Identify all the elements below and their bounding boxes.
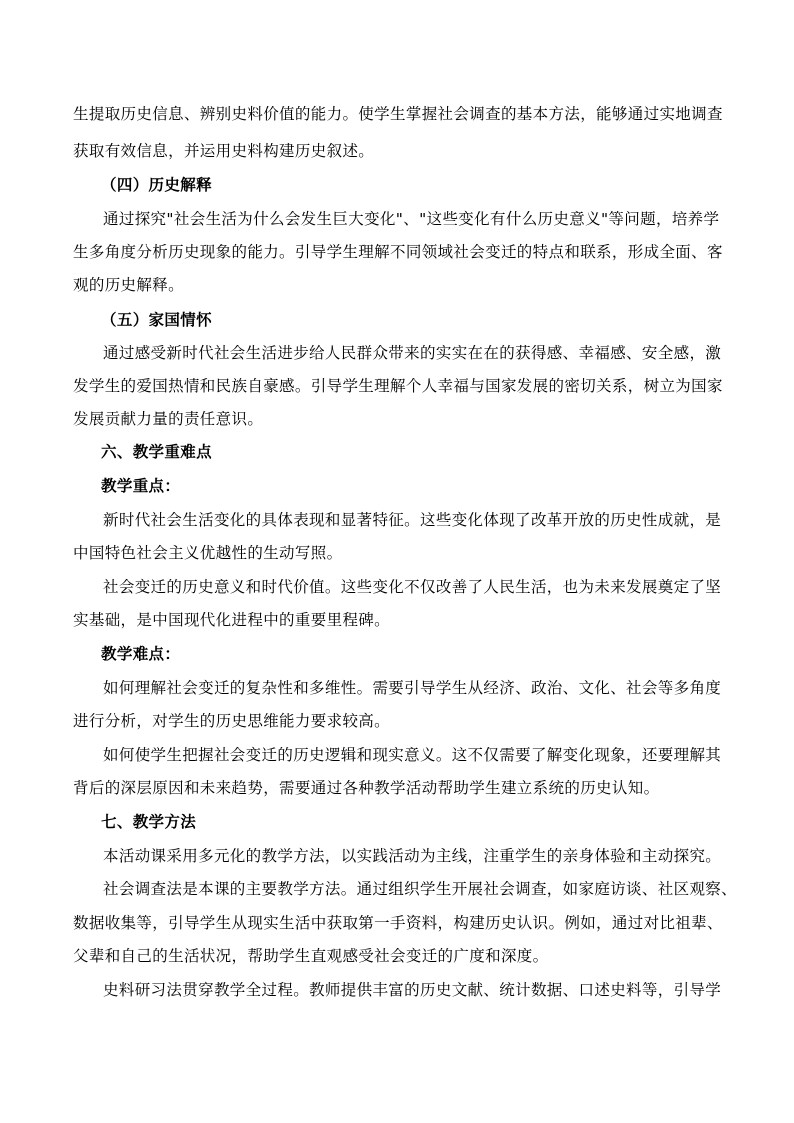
paragraph-line: 社会调查法是本课的主要教学方法。通过组织学生开展社会调查，如家庭访谈、社区观察、 xyxy=(103,880,738,898)
section-heading: （四）历史解释 xyxy=(101,176,212,194)
paragraph-line: 发展贡献力量的责任意识。 xyxy=(73,410,264,428)
paragraph-line: 社会变迁的历史意义和时代价值。这些变化不仅改善了人民生活，也为未来发展奠定了坚 xyxy=(103,578,722,596)
paragraph-line: 通过感受新时代社会生活进步给人民群众带来的实实在在的获得感、幸福感、安全感，激 xyxy=(103,344,722,362)
paragraph-line: 背后的深层原因和未来趋势，需要通过各种教学活动帮助学生建立系统的历史认知。 xyxy=(73,779,660,797)
paragraph-line: 史料研习法贯穿教学全过程。教师提供丰富的历史文献、统计数据、口述史料等，引导学 xyxy=(103,981,722,999)
paragraph-line: 数据收集等，引导学生从现实生活中获取第一手资料，构建历史认识。例如，通过对比祖辈、 xyxy=(73,914,723,932)
subheading: 教学重点： xyxy=(101,477,181,495)
paragraph-line: 如何理解社会变迁的复杂性和多维性。需要引导学生从经济、政治、文化、社会等多角度 xyxy=(103,679,722,697)
paragraph-line: 进行分析，对学生的历史思维能力要求较高。 xyxy=(73,712,391,730)
paragraph-line: 获取有效信息，并运用史料构建历史叙述。 xyxy=(73,142,375,160)
paragraph-line: 实基础，是中国现代化进程中的重要里程碑。 xyxy=(73,611,391,629)
paragraph-line: 新时代社会生活变化的具体表现和显著特征。这些变化体现了改革开放的历史性成就，是 xyxy=(103,511,722,529)
paragraph-line: 发学生的爱国热情和民族自豪感。引导学生理解个人幸福与国家发展的密切关系，树立为国家 xyxy=(73,377,723,395)
paragraph-line: 通过探究"社会生活为什么会发生巨大变化"、"这些变化有什么历史意义"等问题，培养学 xyxy=(103,210,720,228)
paragraph-line: 本活动课采用多元化的教学方法，以实践活动为主线，注重学生的亲身体验和主动探究。 xyxy=(103,847,722,865)
paragraph-line: 如何使学生把握社会变迁的历史逻辑和现实意义。这不仅需要了解变化现象，还要理解其 xyxy=(103,746,722,764)
section-heading: 七、教学方法 xyxy=(101,813,197,831)
paragraph-line: 中国特色社会主义优越性的生动写照。 xyxy=(73,544,343,562)
paragraph-line: 观的历史解释。 xyxy=(73,276,184,294)
section-heading: 六、教学重难点 xyxy=(101,443,212,461)
paragraph-line: 生多角度分析历史现象的能力。引导学生理解不同领域社会变迁的特点和联系，形成全面、客 xyxy=(73,243,723,261)
paragraph-line: 生提取历史信息、辨别史料价值的能力。使学生掌握社会调查的基本方法，能够通过实地调查 xyxy=(73,105,723,123)
paragraph-line: 父辈和自己的生活状况，帮助学生直观感受社会变迁的广度和深度。 xyxy=(73,947,549,965)
section-heading: （五）家国情怀 xyxy=(101,311,212,329)
subheading: 教学难点： xyxy=(101,645,181,663)
